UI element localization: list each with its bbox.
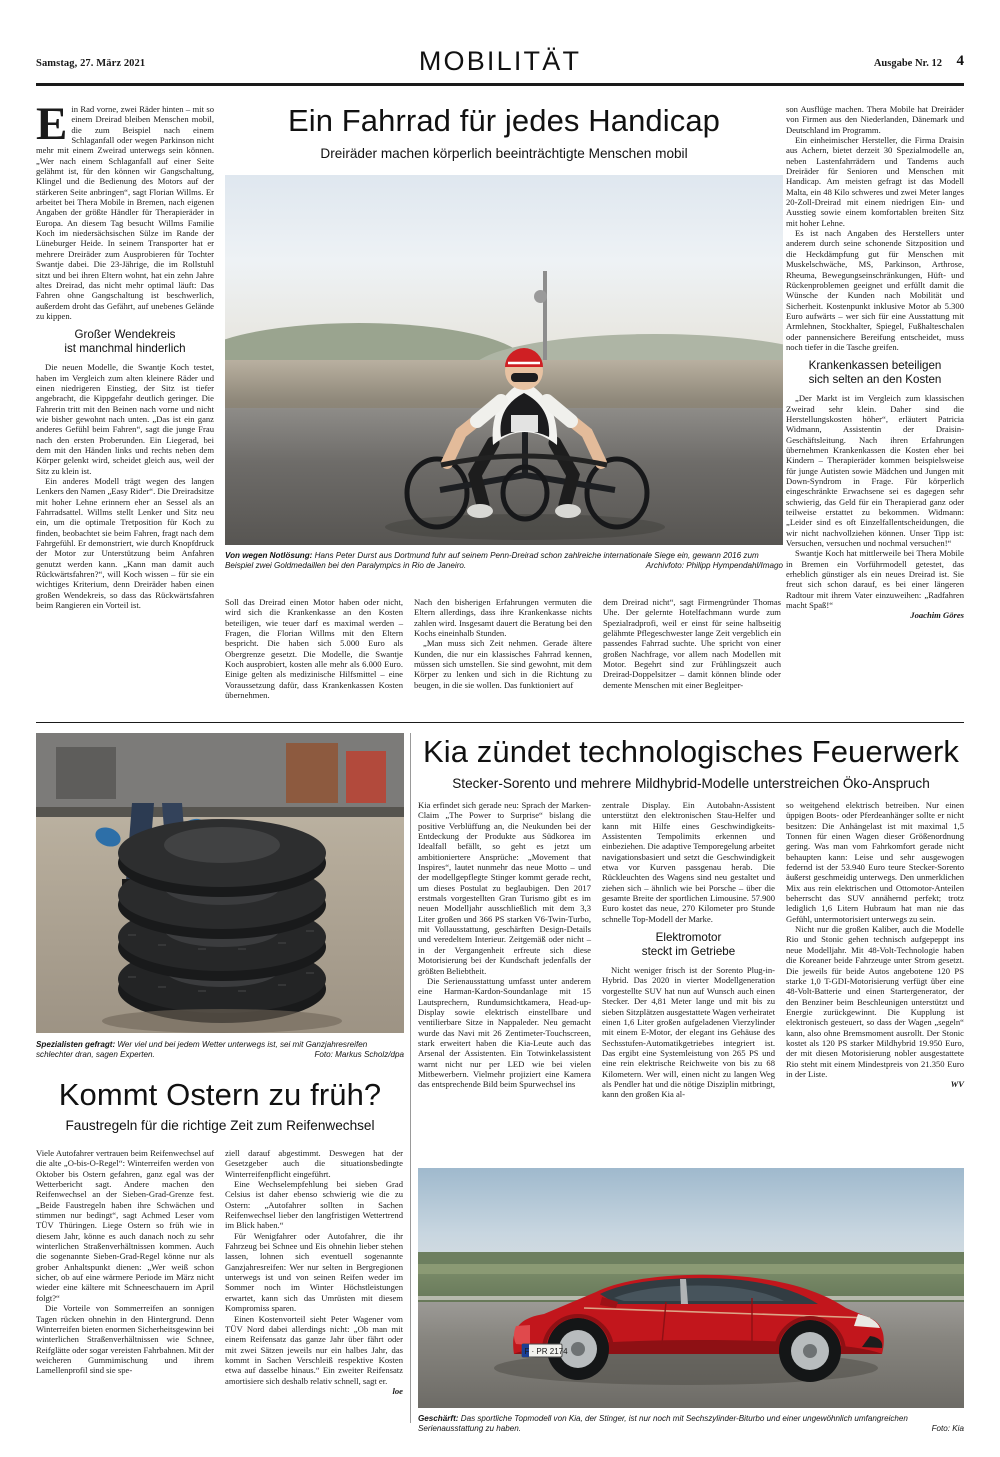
article3-byline: WV xyxy=(950,1079,964,1090)
article3-column-1 xyxy=(418,800,591,1090)
article1-subhead-1-line1: Großer Wendekreis xyxy=(74,328,176,342)
article1-column-4 xyxy=(603,597,781,690)
article1-col5-p5: Swantje Koch hat mittlerweile bei Thera Mobile in Bremen ein Vorführmodell getestet, das erheblich günstiger als ein neues Dreirad ist. Sie freut sich schon darauf, es bei einer längeren Radtour mit ihrem Vater einzuweihen: „Radfahren macht Spaß!“ xyxy=(786,548,964,611)
article1-col5-p4: „Der Markt ist im Vergleich zum klassischen Zweirad sehr klein. Daher sind die Herstellungskosten höher“, erläutert Patricia Widmann, Assistentin der Draisin-Geschäftsleitung. Nach ihren Erfahrungen übernehmen Krankenkassen die Kosten eher bei Kindern – Therapieräder kommen beispielsweise für junge Autisten sowie Mädchen und Jungen mit Down-Syndrom in Frage. Für körperlich eingeschränkte Erwachsene sei es dagegen sehr schwierig, das Geld für ein Therapierad ganz oder teilweise erstattet zu bekommen. Widmann: „Leider sind es oft Einzelfallentscheidungen, die wir nicht nachvollziehen können. Unser Tipp ist: Versuchen, versuchen und nochmal versuchen!“ xyxy=(786,393,964,549)
kia-stinger-illustration xyxy=(418,1168,964,1408)
article1-photo xyxy=(225,175,783,545)
publication-date: Samstag, 27. März 2021 xyxy=(36,58,146,69)
article2-col2-p3: Für Wenigfahrer oder Autofahrer, die ihr Fahrzeug bei Schnee und Eis ohnehin lieber stehen lassen, lohnen sich eventuell sogenannte Ganzjahresreifen: Wer nur selten in Bergregionen unterwegs ist und von seinen Reifen weder im Sommer noch im Winter Höchstleistungen erwartet, kann sich das Umrüsten mit diesem Kompromiss sparen. xyxy=(225,1230,403,1314)
article2-byline: loe xyxy=(392,1385,403,1396)
article1-headline: Ein Fahrrad für jedes Handicap xyxy=(287,103,721,138)
article2-column-2 xyxy=(225,1148,403,1396)
handbike-rider-illustration xyxy=(225,175,783,545)
article2-col2-p4: Einen Kostenvorteil sieht Peter Wagener vom TÜV Nord dabei allerdings nicht: „Ob man mit einem Reifensatz das ganze Jahr über fährt oder mit zwei Sätzen jeweils nur ein halbes Jahr, das kommt in Sachen Verschleiß respektive Kosten etwa auf dasselbe hinaus.“ Ein zweiter Reifensatz amortisiere sich deshalb relativ schnell, sagt er. xyxy=(225,1313,403,1386)
article2-col1-p2: Die Vorteile von Sommerreifen an sonnigen Tagen rücken ohnehin in den Hintergrund. Denn Winterreifen bieten enormen Sicherheitsgewinn bei winterlichen Straßenverhältnissen wie Schnee, Reifglätte oder sogar vereisten Fahrbahnen. Mit der weicheren Gummimischung und ihrem Lamellenprofil sind sie spe- xyxy=(36,1303,214,1376)
article1-subhead-2-line2: sich selten an den Kosten xyxy=(808,373,942,387)
license-plate-text: F · PR 2174 xyxy=(524,1347,568,1356)
article3-col2-p2: Nicht weniger frisch ist der Sorento Plug-in-Hybrid. Das 2020 in vierter Modellgeneration vorgestellte SUV hat nun auf Wunsch auch einen Stecker. Der 4,81 Meter lange und mit bis zu sieben Sitzplätzen ausgestattete Wagen verheiratet einen 1,6 Liter großen aufgeladenen Vierzylinder mit einem E-Motor, der elegant ins Gehäuse des Sechsstufen-Automatikgetriebes integriert ist. Das ergibt eine Systemleistung von 265 PS und eine rein elektrische Reichweite von bis zu 68 Kilometern. Wer will, einen nicht zu langen Weg als Pendler hat und die nötige Disziplin mitbringt, kann den großen Kia al- xyxy=(602,965,775,1100)
article3-photo-caption xyxy=(418,1414,964,1434)
article1-subheadline: Dreiräder machen körperlich beeinträchtigte Menschen mobil xyxy=(320,146,688,161)
article1-lead-column xyxy=(36,98,214,611)
article3-photo xyxy=(418,1168,964,1408)
masthead xyxy=(36,48,964,86)
article1-col4-p1: dem Dreirad nicht“, sagt Firmengründer Thomas Uhe. Der gelernte Hotelfachmann wurde zum Spezialradprofi, weil er einst für seine halbseitig gelähmte Pflegeschwester lange Zeit vergeblich ein passendes Fahrrad suchte. Uhe spricht von einer großen Nachfrage, vor allem nach Modellen mit Motor. Begehrt sind zur Frühlingszeit auch Dreirad-Doppelsitzer – damit können blinde oder demente Menschen mit einer Begleitper- xyxy=(603,597,781,690)
article2-column-1 xyxy=(36,1148,214,1376)
article2-photo-caption xyxy=(36,1040,404,1060)
article2-col1-p1: Viele Autofahrer vertrauen beim Reifenwechsel auf die alte „O-bis-O-Regel“: Winterreifen werden von Oktober bis Ostern gefahren, ganz egal was der Wetterbericht sagt. Andere machen den Reifenwechsel an der Sieben-Grad-Grenze fest. „Beide Faustregeln haben ihre Schwächen und stimmen nur bedingt“, sagt Achmed Leser vom TÜV Thüringen. Liege Ostern so früh wie in diesem Jahr, könne es auch danach noch zu sehr winterlichen Straßenverhältnissen kommen. Auch die sogenannte Sieben-Grad-Regel könne nur als grober Anhaltspunkt dienen: „Wer weiß schon sicher, ob auf eine wärmere Periode im März nicht wieder eine kältere mit Schneeschauern im April folgt?“ xyxy=(36,1148,214,1303)
article1-subhead-2-line1: Krankenkassen beteiligen xyxy=(808,359,942,373)
article3-col3-p1: so weitgehend elektrisch betreiben. Nur einen üppigen Boots- oder Pferdeanhänger sollte er nicht besitzen: Die Anhängelast ist mit maximal 1,5 Tonnen für einen Wagen dieser Größenordnung gering. Was man vom Fahrkomfort gerade nicht behaupten kann: Leise und sehr ausgewogen federnd ist der 53.940 Euro teure Stecker-Sorento äußerst geschmeidig unterwegs. Den unmerklichen Mix aus rein elektrischen und Ottomotor-Anteilen beherrscht das SUV annähernd perfekt; trotz lediglich 1,6 Litern Hubraum hat man nie das Gefühl, untermotorisiert unterwegs zu sein. xyxy=(786,800,964,924)
article3-headline: Kia zündet technologisches Feuerwerk xyxy=(422,734,960,769)
article2-caption-lead: Spezialisten gefragt: xyxy=(36,1040,116,1049)
article1-col2-p1: Soll das Dreirad einen Motor haben oder nicht, wird sich die Krankenkasse an den Kosten beteiligen, wie teuer darf es maximal werden – Fragen, die Florian Willms mit den Eltern bespricht. Die haben sich 5.000 Euro als Obergrenze gesetzt. Die Modelle, die Swantje Koch ausprobiert, kosten alle mehr als 6.000 Euro. Einige gelten als medizinische Hilfsmittel – eine Voraussetzung dafür, dass Krankenkassen Kosten übernehmen. xyxy=(225,597,403,701)
article2-subheadline: Faustregeln für die richtige Zeit zum Reifenwechsel xyxy=(65,1118,375,1133)
section-title: MOBILITÄT xyxy=(418,46,582,76)
article3-subheadline: Stecker-Sorento und mehrere Mildhybrid-Modelle unterstreichen Öko-Anspruch xyxy=(452,776,930,791)
article1-column-2 xyxy=(225,597,403,700)
article3-subhead-line2: steckt im Getriebe xyxy=(641,945,736,959)
tyre-stack-illustration xyxy=(36,733,404,1033)
article1-byline: Joachim Göres xyxy=(910,610,964,621)
article1-caption-text: Hans Peter Durst aus Dortmund fuhr auf seinem Penn-Dreirad schon zahlreiche internationale Siege ein, gewann 2016 zum Beispiel zwei Goldmedaillen bei den Paralympics in Rio de Janeiro. xyxy=(225,551,759,571)
page-number: 4 xyxy=(956,53,964,69)
article3-col3-p2: Nicht nur die großen Kaliber, auch die Modelle Rio und Stonic gehen technisch aufgepeppt ins neue Modelljahr. Mit 48-Volt-Technologie haben die Koreaner beide Fahrzeuge unter Strom gesetzt. Die jeweils für beide Autos angebotene 120 PS starke 1,0 T-GDI-Motorisierung verfügt über eine 48-Volt-Batterie und einen Startergenerator, der den Benziner beim Beschleunigen unterstützt und Energie zurückgewinnt. Die Kupplung ist elektronisch gesteuert, so dass der Wagen „segeln“ kann, also ohne Bremsmoment ausrollt. Der Stonic kostet als 120 PS starker Mildhybrid 19.950 Euro, der mit diesen Motorisierung nobler ausgestattete Rio steht mit einem Mindestpreis von 21.350 Euro in der Liste. xyxy=(786,924,964,1079)
article1-photo-credit: Archivfoto: Philipp Hympendahl/Imago xyxy=(645,561,783,571)
article1-subhead-2 xyxy=(786,359,964,387)
article1-caption-lead: Von wegen Notlösung: xyxy=(225,551,313,560)
article3-col2-p1: zentrale Display. Ein Autobahn-Assistent unterstützt den elektronischen Stau-Helfer und kann mit Hilfe eines Geschwindigkeits-Assistenten Tempolimits erkennen und einbeziehen. Die adaptive Temporegelung arbeitet navigationsbasiert und setzt die Geschwindigkeit etwa vor Kurven passgenau herab. Die Rückleuchten des Wagens sind neu gestaltet und ziehen sich – ähnlich wie bei Porsche – über die gesamte Breite der sportlichen Limousine. 57.900 Euro kostet das neue, 270 Kilometer pro Stunde schnelle Top-Modell der Marke. xyxy=(602,800,775,924)
article2-col2-p2: Eine Wechselempfehlung bei sieben Grad Celsius ist daher ebenso schwierig wie die zu Ostern: „Autofahrer sollten in Sachen Reifenwechsel lieber den langfristigen Wettertrend im Blick haben.“ xyxy=(225,1179,403,1231)
article1-col5-p2: Ein einheimischer Hersteller, die Firma Draisin aus Achern, bietet derzeit 30 Spezialmodelle an, neben Lastenfahrrädern und Tandems auch Dreiräder für Senioren und Menschen mit Handicap. Am meisten gefragt ist das Modell Malta, ein 48 Kilo schweres und zwei Meter langes 20-Zoll-Dreirad mit einem niedrigen Ein- und Ausstieg sowie einem komfortablen breiten Sitz mit hoher Lehne. xyxy=(786,135,964,228)
article1-col3-p2: „Man muss sich Zeit nehmen. Gerade ältere Kunden, die nur ein klassisches Fahrrad kennen, müssen sich umstellen. Sie sind gewohnt, mit dem Körper zu lenken und sich in die Richtung zu beugen, in die sie wollen. Das funktioniert auf xyxy=(414,638,592,690)
article1-column-3 xyxy=(414,597,592,690)
article1-column-5 xyxy=(786,104,964,621)
article2-caption-text: Wer viel und bei jedem Wetter unterwegs ist, sei mit Ganzjahresreifen schlechter dran, sagen Experten. xyxy=(36,1040,368,1060)
article3-caption-text: Das sportliche Topmodell von Kia, der Stinger, ist nur noch mit Sechszylinder-Biturbo und einer ungewöhnlich umfangreichen Serienausstattung zu haben. xyxy=(418,1414,908,1434)
article1-bottom-rule xyxy=(36,722,964,723)
article2-photo xyxy=(36,733,404,1033)
article3-col1-p2: Die Serienausstattung umfasst unter anderem eine Harman-Kardon-Soundanlage mit 15 Lautsprechern, Rundumsichtkamera, Head-up-Display sowie elektrisch einstellbare und ventilierbare Sitze in Nappaleder. Neu gemacht wurde das Navi mit 26 Zentimeter-Touchscreen, stark erweitert haben die Kia-Leute auch das Arsenal der Assistenten. Ein Totwinkelassistent warnt nicht nur per LED wie bei vielen Mitbewerbern. Vielmehr projiziert eine Kamera das entsprechende Bild beim Spurwechsel ins xyxy=(418,975,591,1090)
column-divider xyxy=(410,733,411,1423)
article3-column-3 xyxy=(786,800,964,1090)
issue-number: Ausgabe Nr. 12 xyxy=(873,58,942,69)
article1-subhead-1 xyxy=(36,328,214,356)
article2-col2-p1: ziell darauf abgestimmt. Deswegen hat der Gesetzgeber auch die situationsbedingte Winterreifenpflicht eingeführt. xyxy=(225,1148,403,1179)
article1-col3-p1: Nach den bisherigen Erfahrungen vermuten die Eltern allerdings, dass ihre Krankenkasse nichts zahlen wird. Insgesamt dauert die Beratung bei den Kochs eineinhalb Stunden. xyxy=(414,597,592,639)
article3-col1-p1: Kia erfindet sich gerade neu: Sprach der Marken-Claim „The Power to Surprise“ bislang die positive Verblüffung an, die Neukunden bei der Entdeckung der Produkte aus Südkorea im Idealfall befällt, so geht es jetzt um ambitioniertere Ansprüche: „Movement that Inspires“, lautet nunmehr das neue Motto – und der modellgepflegte Stinger kommt gerade recht, um dieses Postulat zu beglaubigen. Den 2017 erstmals vorgestellten Gran Turismo gibt es im neuen Modelljahr ausschließlich mit dem 3,3 Liter großen und 366 PS starken V6-Twin-Turbo, mit Vollausstattung, geschärften Design-Details und veredeltem Interieur. Zeitgemäß oder nicht – in der Vergangenheit erfreute sich diese Motorisierung bei der Kundschaft jedenfalls der größten Beliebtheit. xyxy=(418,800,591,976)
article3-subhead xyxy=(602,931,775,959)
article3-subhead-line1: Elektromotor xyxy=(655,931,722,945)
article2-headline: Kommt Ostern zu früh? xyxy=(58,1077,382,1112)
article3-photo-credit: Foto: Kia xyxy=(931,1424,964,1434)
article1-col5-p3: Es ist nach Angaben des Herstellers unter anderem durch seine schonende Sitzposition und die Heckdämpfung gut für Menschen mit Muskelschwäche, MS, Parkinson, Arthrose, Rheuma, Bewegungseinschränkungen, Hüft- und Rückenproblemen geeignet und erfüllt damit die Wünsche der Kunden nach Mobilität und Sicherheit. Kostenpunkt inklusive Motor ab 5.300 Euro aufwärts – wer sich für eine Ausstattung mit Armlehnen, Stockhalter, Spiegel, Fußhalteschalen oder pannensichere Bereifung entscheidet, muss noch tiefer in die Tasche greifen. xyxy=(786,228,964,352)
article3-caption-lead: Geschärft: xyxy=(418,1414,459,1423)
article1-subhead-1-line2: ist manchmal hinderlich xyxy=(64,342,186,356)
article1-photo-caption xyxy=(225,551,783,571)
article1-lead-p3: Ein anderes Modell trägt wegen des langen Lenkers den Namen „Easy Rider“. Die Dreiradsitze mit hoher Lehne erinnern eher an Sessel als an Fahrradsattel. Willms stellt Lenker und Sitz neu ein, um die optimale Tretposition für Koch zu finden, beobachtet sie beim Fahren, fragt nach dem Fahrgefühl. Er demonstriert, wie durch Knopfdruck der Motor zur Unterstützung beim Anfahren genutzt werden kann. „Kann man damit auch Rückwärtsfahren?“, will Koch wissen – für sie ein wichtiges Kriterium, denn Dreiräder haben einen großen Wendekreis, so dass das Rückwärtsfahren beim Rangieren ein Vorteil ist. xyxy=(36,476,214,611)
article2-photo-credit: Foto: Markus Scholz/dpa xyxy=(314,1050,404,1060)
masthead-rule xyxy=(36,83,964,86)
article3-column-2 xyxy=(602,800,775,1100)
article1-col5-p1: son Ausflüge machen. Thera Mobile hat Dreiräder von Firmen aus den Niederlanden, Dänemark und Deutschland im Programm. xyxy=(786,104,964,135)
article1-lead-p2: Die neuen Modelle, die Swantje Koch testet, haben im Vergleich zum alten kleinere Räder und einen niedrigeren Einstieg, der Sitz ist tiefer angebracht, die Kippgefahr deutlich geringer. Die Fahrerin tritt mit den Beinen nach vorne und nicht wie bisher gewohnt nach unten. „Das ist ein ganz anderes Gefühl beim Fahren“, sagt die junge Frau nach den ersten Proberunden. Ein Liegerad, bei dem mit den Händen links und rechts neben dem Körper gelenkt wird, scheidet gleich aus, weil der Sitz zu klein ist. xyxy=(36,362,214,476)
article1-lead-p1: Ein Rad vorne, zwei Räder hinten – mit so einem Dreirad bleiben Menschen mobil, die zum Beispiel nach einem Schlaganfall oder wegen Parkinson nicht mehr mit einem Zweirad unterwegs sein können. „Wer nach einem Schlaganfall auf einer Seite gelähmt ist, für den können wir Gangschaltung, Klingel und die Bedienung des Motors auf der stärkeren Seite anbringen“, sagt Florian Willms. Er arbeitet bei Thera Mobile in Bremen, nach eigenen Angaben der größte Händler für Therapieräder in Europa. An diesem Tag besucht Willms Familie Koch im niedersächsischen Sülze im Rande der Lüneburger Heide. In seinem Transporter hat er mehrere Dreiräder zum Ausprobieren für Tochter Swantje dabei. Die 23-Jährige, die im Rollstuhl sitzt und bei ihren Eltern wohnt, hat ein zehn Jahre altes Dreirad, das nicht mehr optimal läuft: Das Fahren ohne Gangschaltung ist beschwerlich, außerdem droht das Gefährt, auf unebenes Gelände zu kippen. xyxy=(36,98,214,321)
